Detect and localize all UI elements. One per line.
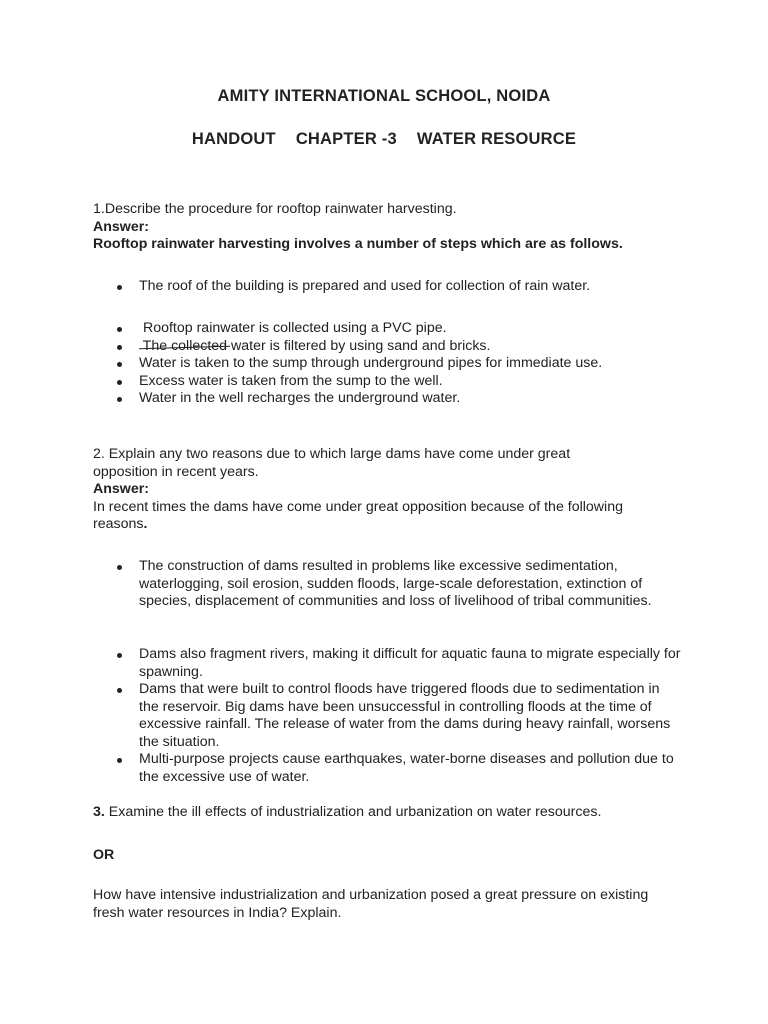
intro-end: .	[143, 516, 148, 532]
question-2-text: 2. Explain any two reasons due to which large dams have come under great opposition in recent years.	[93, 446, 571, 480]
question-2-first-list	[93, 558, 683, 611]
question-1-answer-intro: Rooftop rainwater harvesting involves a number of steps which are as follows.	[93, 236, 623, 252]
question-1	[93, 201, 683, 254]
list-item: Water in the well recharges the underground water.	[93, 390, 683, 408]
question-2-answer-label: Answer:	[93, 481, 149, 497]
list-item	[93, 338, 683, 356]
question-3-number: 3.	[93, 804, 105, 820]
or-label: OR	[93, 847, 115, 863]
list-item-text: water is filtered by using sand and bricks.	[227, 337, 491, 354]
question-3-text: Examine the ill effects of industrialization and urbanization on water resources.	[104, 804, 602, 820]
question-1-steps-list	[93, 320, 683, 408]
list-item: Dams that were built to control floods have triggered floods due to sedimentation in the reservoir. Big dams have been unsuccessful in controlling floods at the time of excessive rainfall. The release of water from the dams during heavy rainfall, worsens the situation.	[93, 681, 683, 751]
intro-text: In recent times the dams have come under great opposition because of the following reasons	[93, 498, 623, 532]
question-2-reasons-list	[93, 646, 683, 786]
question-3	[93, 804, 683, 822]
handout-label: HANDOUT	[191, 130, 276, 148]
question-2-answer-intro	[93, 499, 633, 534]
school-name: AMITY INTERNATIONAL SCHOOL, NOIDA	[217, 87, 551, 105]
chapter-label: CHAPTER -3	[295, 130, 397, 148]
topic-label: WATER RESOURCE	[416, 130, 577, 148]
question-2	[93, 446, 633, 534]
list-item: The roof of the building is prepared and used for collection of rain water.	[93, 278, 683, 296]
struck-text: The collected	[139, 337, 228, 354]
question-1-answer-label: Answer:	[93, 218, 149, 235]
question-1-first-list	[93, 278, 683, 296]
list-item: Multi-purpose projects cause earthquakes, water-borne diseases and pollution due to the excessive use of water.	[93, 751, 683, 786]
list-item	[93, 320, 683, 338]
list-item-text: Rooftop rainwater is collected using a PVC pipe.	[139, 320, 447, 336]
list-item: Water is taken to the sump through underground pipes for immediate use.	[93, 355, 683, 373]
list-item: Excess water is taken from the sump to the well.	[93, 373, 683, 391]
question-3-alt-text: How have intensive industrialization and urbanization posed a great pressure on existing fresh water resources in India? Explain.	[93, 887, 649, 921]
question-1-text: 1.Describe the procedure for rooftop rainwater harvesting.	[93, 201, 457, 217]
handout-title	[0, 131, 768, 149]
list-item: Dams also fragment rivers, making it difficult for aquatic fauna to migrate especially for spawning.	[93, 646, 683, 681]
list-item: The construction of dams resulted in problems like excessive sedimentation, waterlogging, soil erosion, sudden floods, large-scale deforestation, extinction of species, displacement of communities and loss of livelihood of tribal communities.	[93, 558, 683, 611]
